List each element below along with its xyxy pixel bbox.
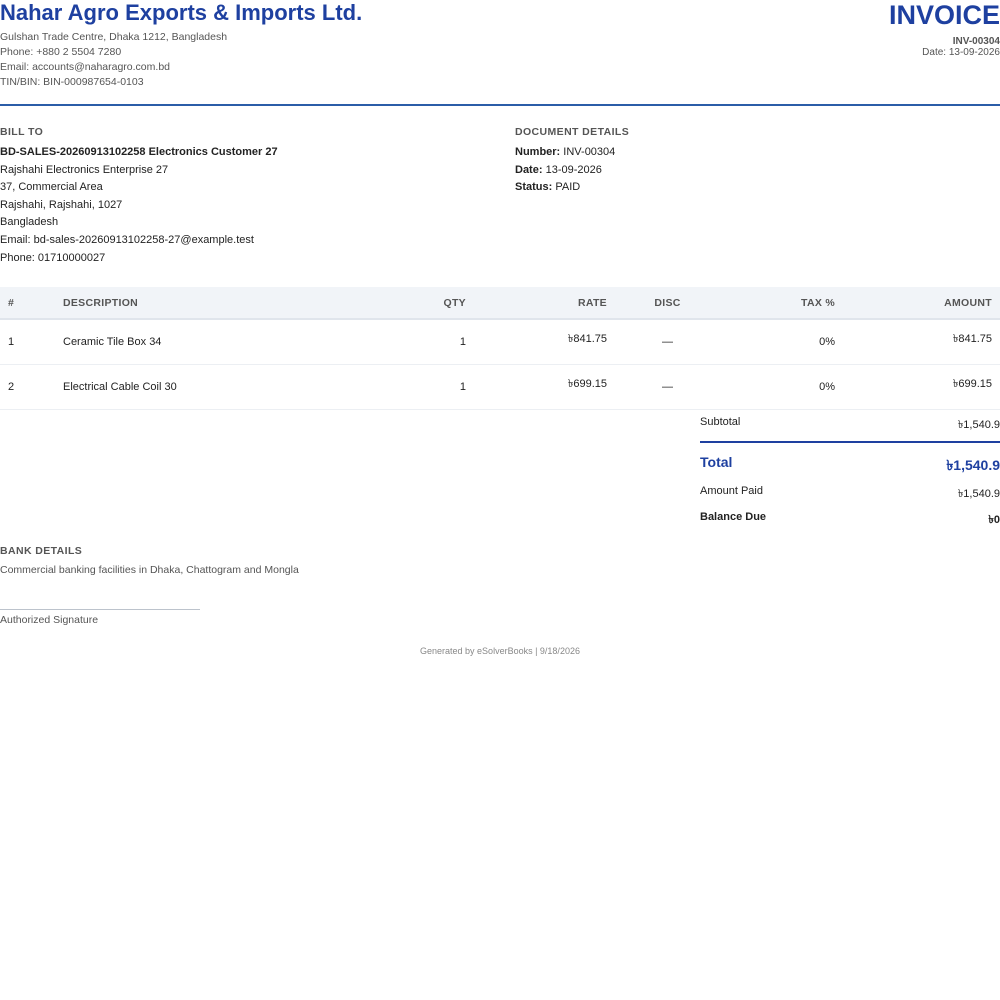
row-description: Ceramic Tile Box 34 (55, 319, 368, 365)
header-divider (0, 104, 1000, 106)
line-items-table (0, 287, 1000, 410)
totals-divider (700, 441, 1000, 443)
document-date-label: Date: (515, 164, 543, 176)
document-status-label: Status: (515, 181, 553, 193)
document-date (515, 164, 602, 176)
document-date-value: 13-09-2026 (545, 164, 602, 176)
signature-label: Authorized Signature (0, 614, 99, 626)
document-number-value: INV-00304 (563, 146, 616, 158)
col-header-rate: RATE (474, 287, 615, 319)
bill-to-email: Email: bd-sales-20260913102258-27@example.test (0, 234, 254, 246)
bill-to-country: Bangladesh (0, 216, 59, 228)
bank-details-label: BANK DETAILS (0, 545, 83, 557)
bill-to-phone: Phone: 01710000027 (0, 252, 106, 264)
invoice-number: INV-00304 (952, 36, 1000, 47)
invoice-date: Date: 13-09-2026 (922, 47, 1000, 58)
row-tax: 0% (720, 319, 843, 365)
company-tin: TIN/BIN: BIN-000987654-0103 (0, 76, 144, 88)
col-header-tax: TAX % (720, 287, 843, 319)
signature-line (0, 609, 200, 610)
table-row (0, 365, 1000, 410)
row-rate: ৳699.15 (474, 365, 615, 410)
col-header-amount: AMOUNT (843, 287, 1000, 319)
document-status-value: PAID (555, 181, 581, 193)
col-header-disc: DISC (615, 287, 720, 319)
amount-paid-row (700, 485, 1000, 504)
row-number: 2 (0, 365, 55, 410)
bill-to-company: Rajshahi Electronics Enterprise 27 (0, 164, 169, 176)
bill-to-customer: BD-SALES-20260913102258 Electronics Customer 27 (0, 146, 278, 158)
col-header-qty: QTY (368, 287, 474, 319)
balance-due-value: ৳0 (988, 514, 1000, 526)
total-label: Total (700, 454, 733, 470)
table-row (0, 319, 1000, 365)
company-email: Email: accounts@naharagro.com.bd (0, 61, 170, 73)
table-header-row (0, 287, 1000, 319)
row-rate: ৳841.75 (474, 319, 615, 365)
row-description: Electrical Cable Coil 30 (55, 365, 368, 410)
total-value: ৳1,540.9 (946, 457, 1000, 473)
subtotal-value: ৳1,540.9 (957, 419, 1000, 431)
row-tax: 0% (720, 365, 843, 410)
bill-to-label: BILL TO (0, 126, 44, 138)
row-disc: — (615, 365, 720, 410)
company-name: Nahar Agro Exports & Imports Ltd. (0, 0, 363, 25)
generated-footer: Generated by eSolverBooks | 9/18/2026 (420, 646, 580, 656)
balance-due-row (700, 511, 1000, 530)
amount-paid-value: ৳1,540.9 (957, 488, 1000, 500)
company-address: Gulshan Trade Centre, Dhaka 1212, Bangladesh (0, 31, 228, 43)
amount-paid-label: Amount Paid (700, 485, 763, 497)
bill-to-city: Rajshahi, Rajshahi, 1027 (0, 199, 123, 211)
row-disc: — (615, 319, 720, 365)
bill-to-street: 37, Commercial Area (0, 181, 103, 193)
document-number-label: Number: (515, 146, 561, 158)
total-row (700, 454, 1000, 478)
col-header-number: # (0, 287, 55, 319)
col-header-description: DESCRIPTION (55, 287, 368, 319)
row-number: 1 (0, 319, 55, 365)
bank-details-text: Commercial banking facilities in Dhaka, Chattogram and Mongla (0, 564, 299, 576)
row-amount: ৳841.75 (843, 319, 1000, 365)
balance-due-label: Balance Due (700, 511, 767, 523)
row-amount: ৳699.15 (843, 365, 1000, 410)
document-number (515, 146, 615, 158)
invoice-title: INVOICE (888, 0, 1000, 30)
document-status (515, 181, 580, 193)
document-details-label: DOCUMENT DETAILS (515, 126, 630, 138)
row-qty: 1 (368, 365, 474, 410)
row-qty: 1 (368, 319, 474, 365)
subtotal-label: Subtotal (700, 416, 741, 428)
subtotal-row (700, 416, 1000, 435)
company-phone: Phone: +880 2 5504 7280 (0, 46, 122, 58)
